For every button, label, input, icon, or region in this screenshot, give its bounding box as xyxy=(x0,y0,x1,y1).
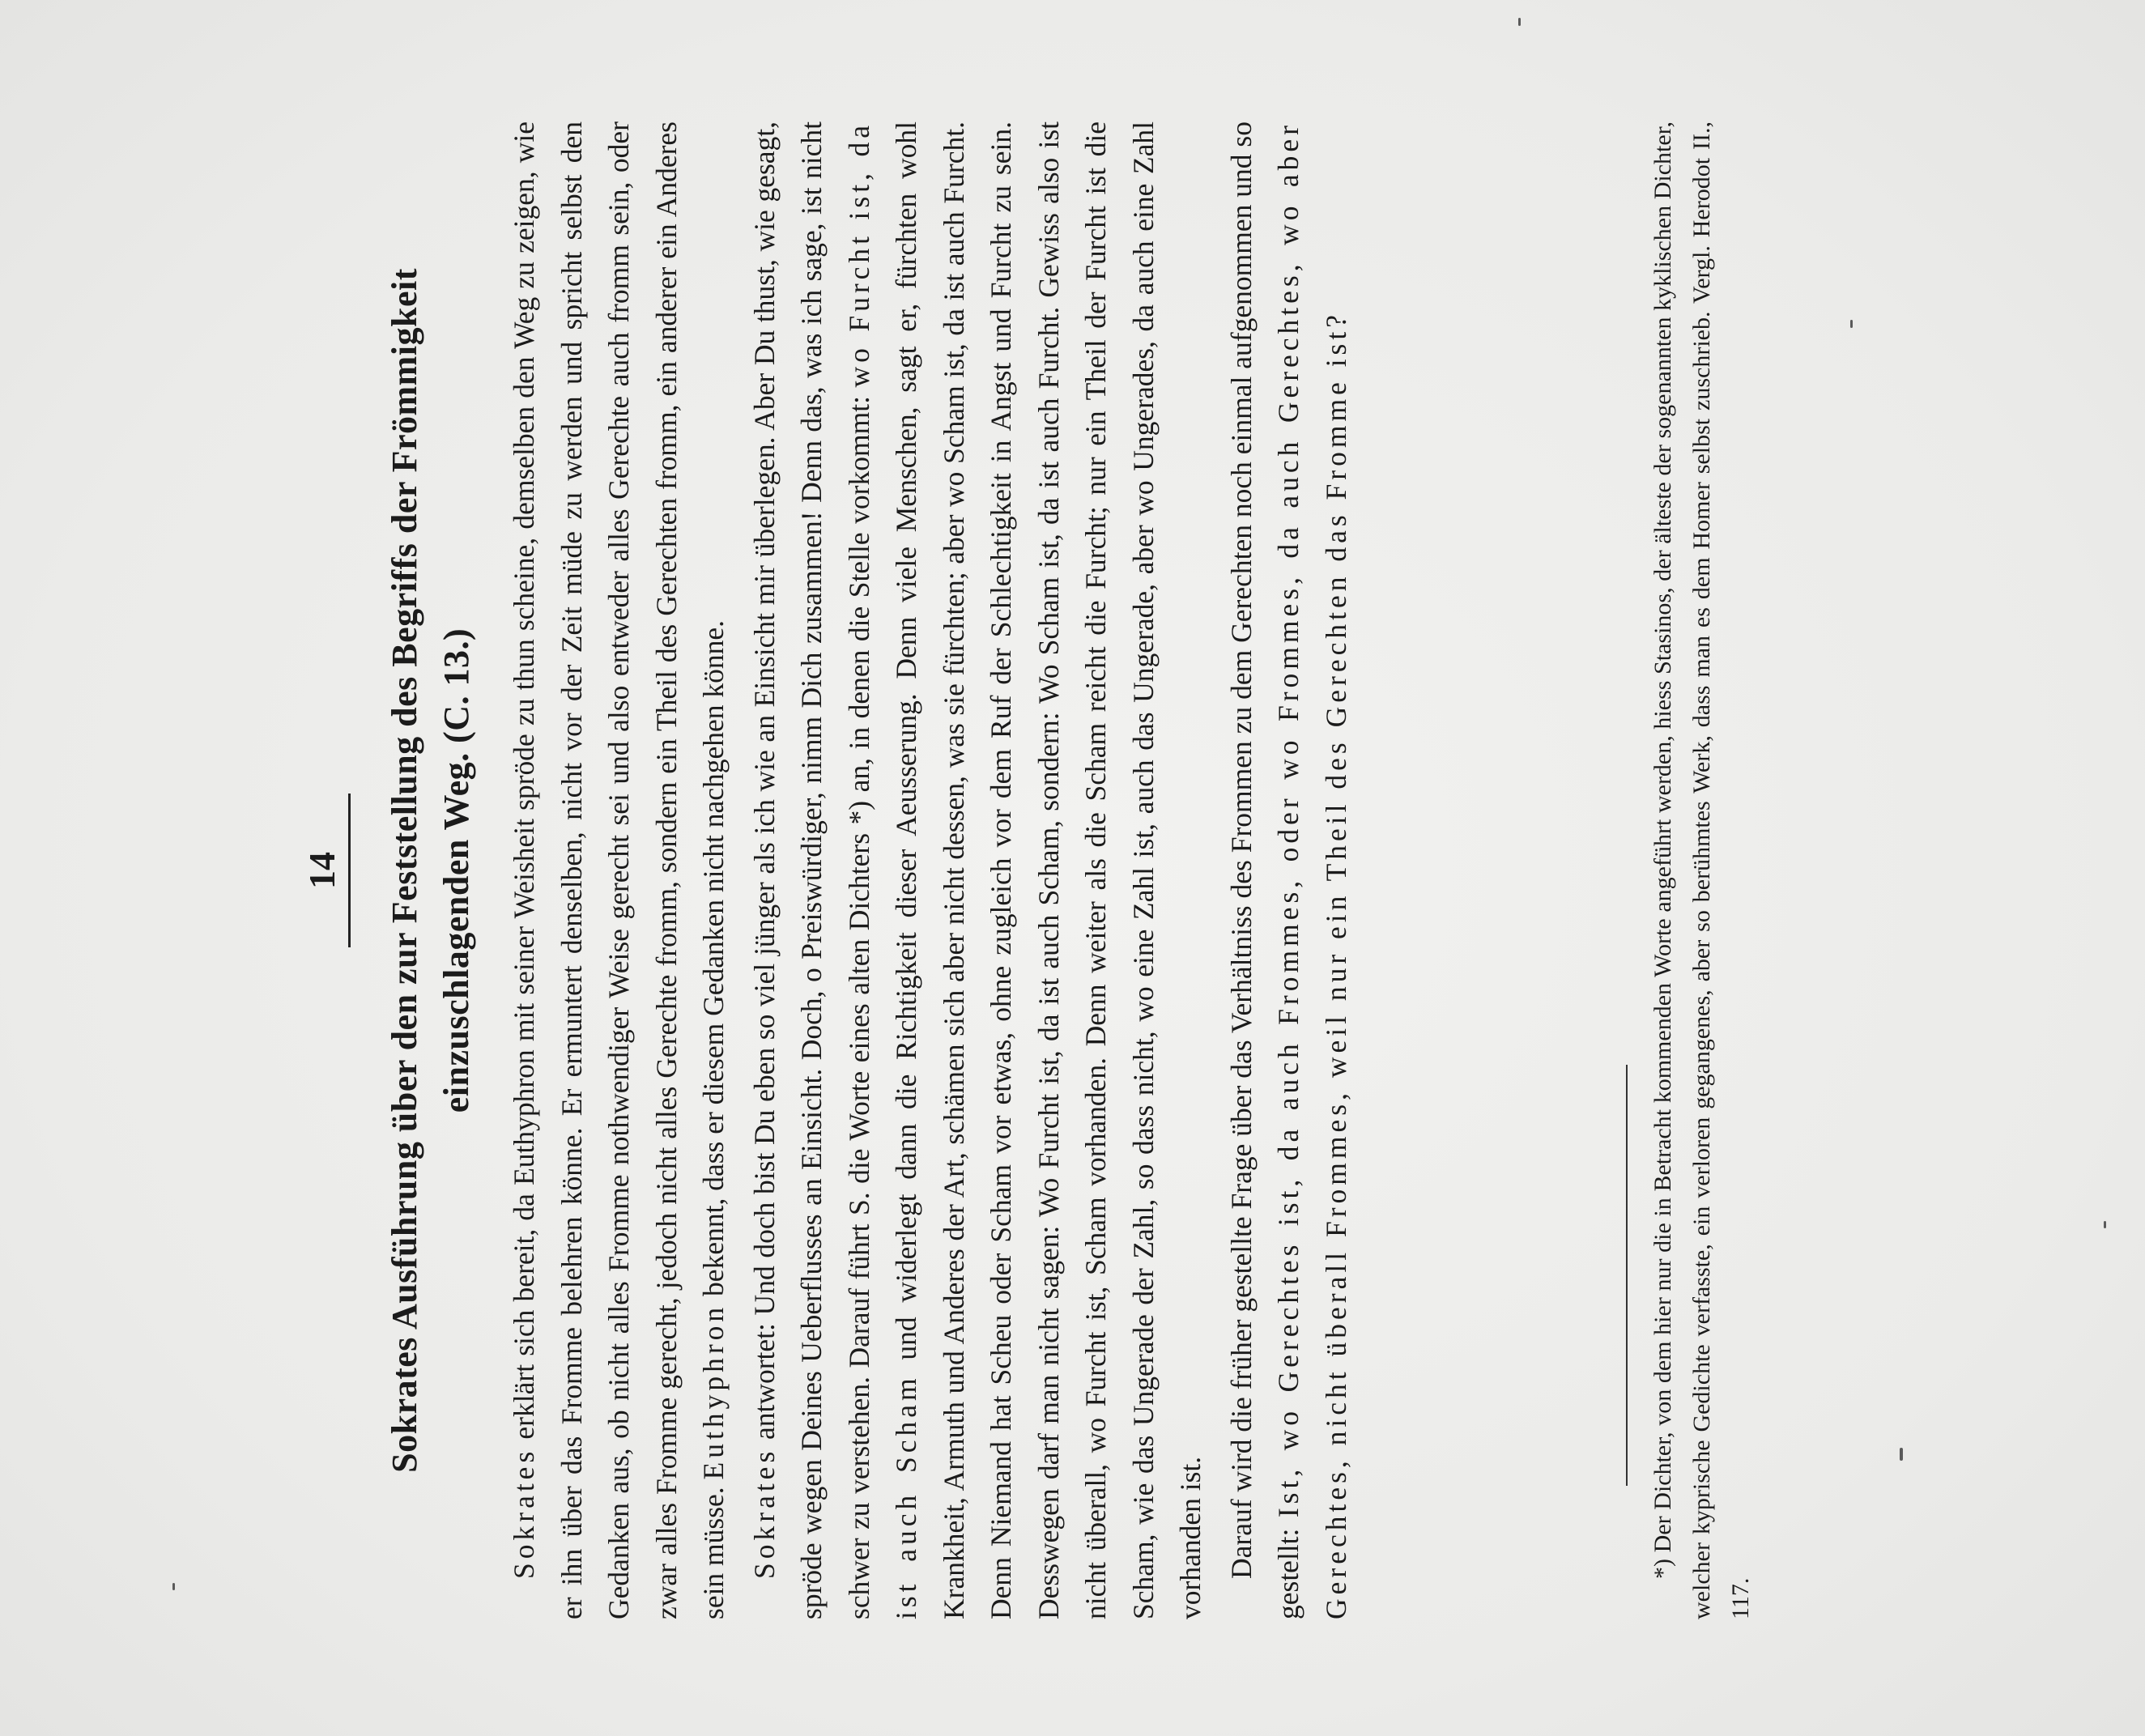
dust-speck xyxy=(1518,18,1521,26)
section-heading xyxy=(379,117,483,1623)
spaced-name: Euthyphron xyxy=(697,1303,730,1480)
page-number: 14 xyxy=(301,852,343,889)
dust-speck xyxy=(2104,1221,2106,1228)
heading-line-2: einzuschlagenden Weg. (C. 13.) xyxy=(436,628,476,1113)
spaced-name: Sokrates xyxy=(747,1447,781,1579)
heading-line-1: Sokrates Ausführung über den zur Feststellung des Begriffs der Frömmigkeit xyxy=(385,268,424,1473)
footnote-text: *) Der Dichter, von dem hier nur die in Betracht kommenden Worte angeführt werden, hiess Stasinos, der älteste der sogenannten kyklischen Dichter, welcher kyprische Gedichte verfasste, ein verloren gegangenes, aber so berühmtes Werk, dass man es dem Homer selbst zuschrieb. Vergl. Herodot II., 117. xyxy=(1649,121,1754,1619)
dust-speck xyxy=(1850,320,1853,328)
footnote xyxy=(1644,121,1760,1619)
paragraph-text: bekennt, dass er diesem Gedanken nicht nachgehen könne. xyxy=(697,619,730,1304)
dust-speck xyxy=(1900,1448,1903,1461)
spaced-quotation: wo Furcht ist, da ist auch Scham xyxy=(842,121,922,1619)
spaced-question: Ist, wo Gerechtes ist, da auch Frommes, oder wo Frommes, da auch Gerechtes, wo aber Gerechtes, nicht überall Frommes, weil nur ein Theil des Gerechten das Fromme ist? xyxy=(1272,121,1352,1619)
paragraph-text: antwortet: Und doch bist Du eben so viel jünger als ich wie an Einsicht mir überlegen. Aber Du thust, wie gesagt, spröde wegen Deines Ueberflusses an Einsicht. Doch, o Preiswürdiger, nimm Dich zusammen! Denn das, was ich sage, ist nicht schwer zu verstehen. Darauf führt S. die Worte eines alten Dichters *) an, in denen die Stelle vorkommt: xyxy=(747,121,875,1619)
spaced-name: Sokrates xyxy=(508,1447,540,1579)
rotated-book-page xyxy=(298,101,1796,1640)
paragraph-text: Darauf wird die früher gestellte Frage über das Verhältniss des Frommen zu dem Gerechten noch einmal aufgenommen und so gestellt: xyxy=(1224,121,1304,1619)
paragraph-3 xyxy=(1218,121,1360,1619)
page-number-rule xyxy=(348,794,351,947)
footnote-rule xyxy=(1626,1065,1628,1486)
body-text xyxy=(500,121,1360,1619)
dust-speck xyxy=(172,1583,175,1590)
paragraph-text: und widerlegt dann die Richtigkeit dieser Aeusserung. Denn viele Menschen, sagt er, fürchten wohl Krankheit, Armuth und Anderes der Art, schämen sich aber nicht dessen, was sie fürchten; aber wo Scham ist, da ist auch Furcht. Denn Niemand hat Scheu oder Scham vor etwas, ohne zugleich vor dem Ruf der Schlechtigkeit in Angst und Furcht zu sein. Desswegen darf man nicht sagen: Wo Furcht ist, da ist auch Scham, sondern: Wo Scham ist, da ist auch Furcht. Gewiss also ist nicht überall, wo Furcht ist, Scham vorhanden. Denn weiter als die Scham reicht die Furcht; nur ein Theil der Furcht ist die Scham, wie das Ungerade der Zahl, so dass nicht, wo eine Zahl ist, auch das Ungerade, aber wo Ungerades, da auch eine Zahl vorhanden ist. xyxy=(890,121,1207,1619)
paragraph-2 xyxy=(741,121,1215,1619)
paragraph-1 xyxy=(500,121,738,1619)
paragraph-text: erklärt sich bereit, da Euthyphron mit seiner Weisheit spröde zu thun scheine, demselben den Weg zu zeigen, wie er ihn über das Fromme belehren könne. Er ermuntert denselben, nicht vor der Zeit müde zu werden und spricht selbst den Gedanken aus, ob nicht alles Fromme nothwendiger Weise gerecht sei und also entweder alles Gerechte auch fromm sein, oder zwar alles Fromme gerecht, jedoch nicht alles Gerechte fromm, sondern ein Theil des Gerechten fromm, ein anderer ein Anderes sein müsse. xyxy=(508,121,730,1619)
